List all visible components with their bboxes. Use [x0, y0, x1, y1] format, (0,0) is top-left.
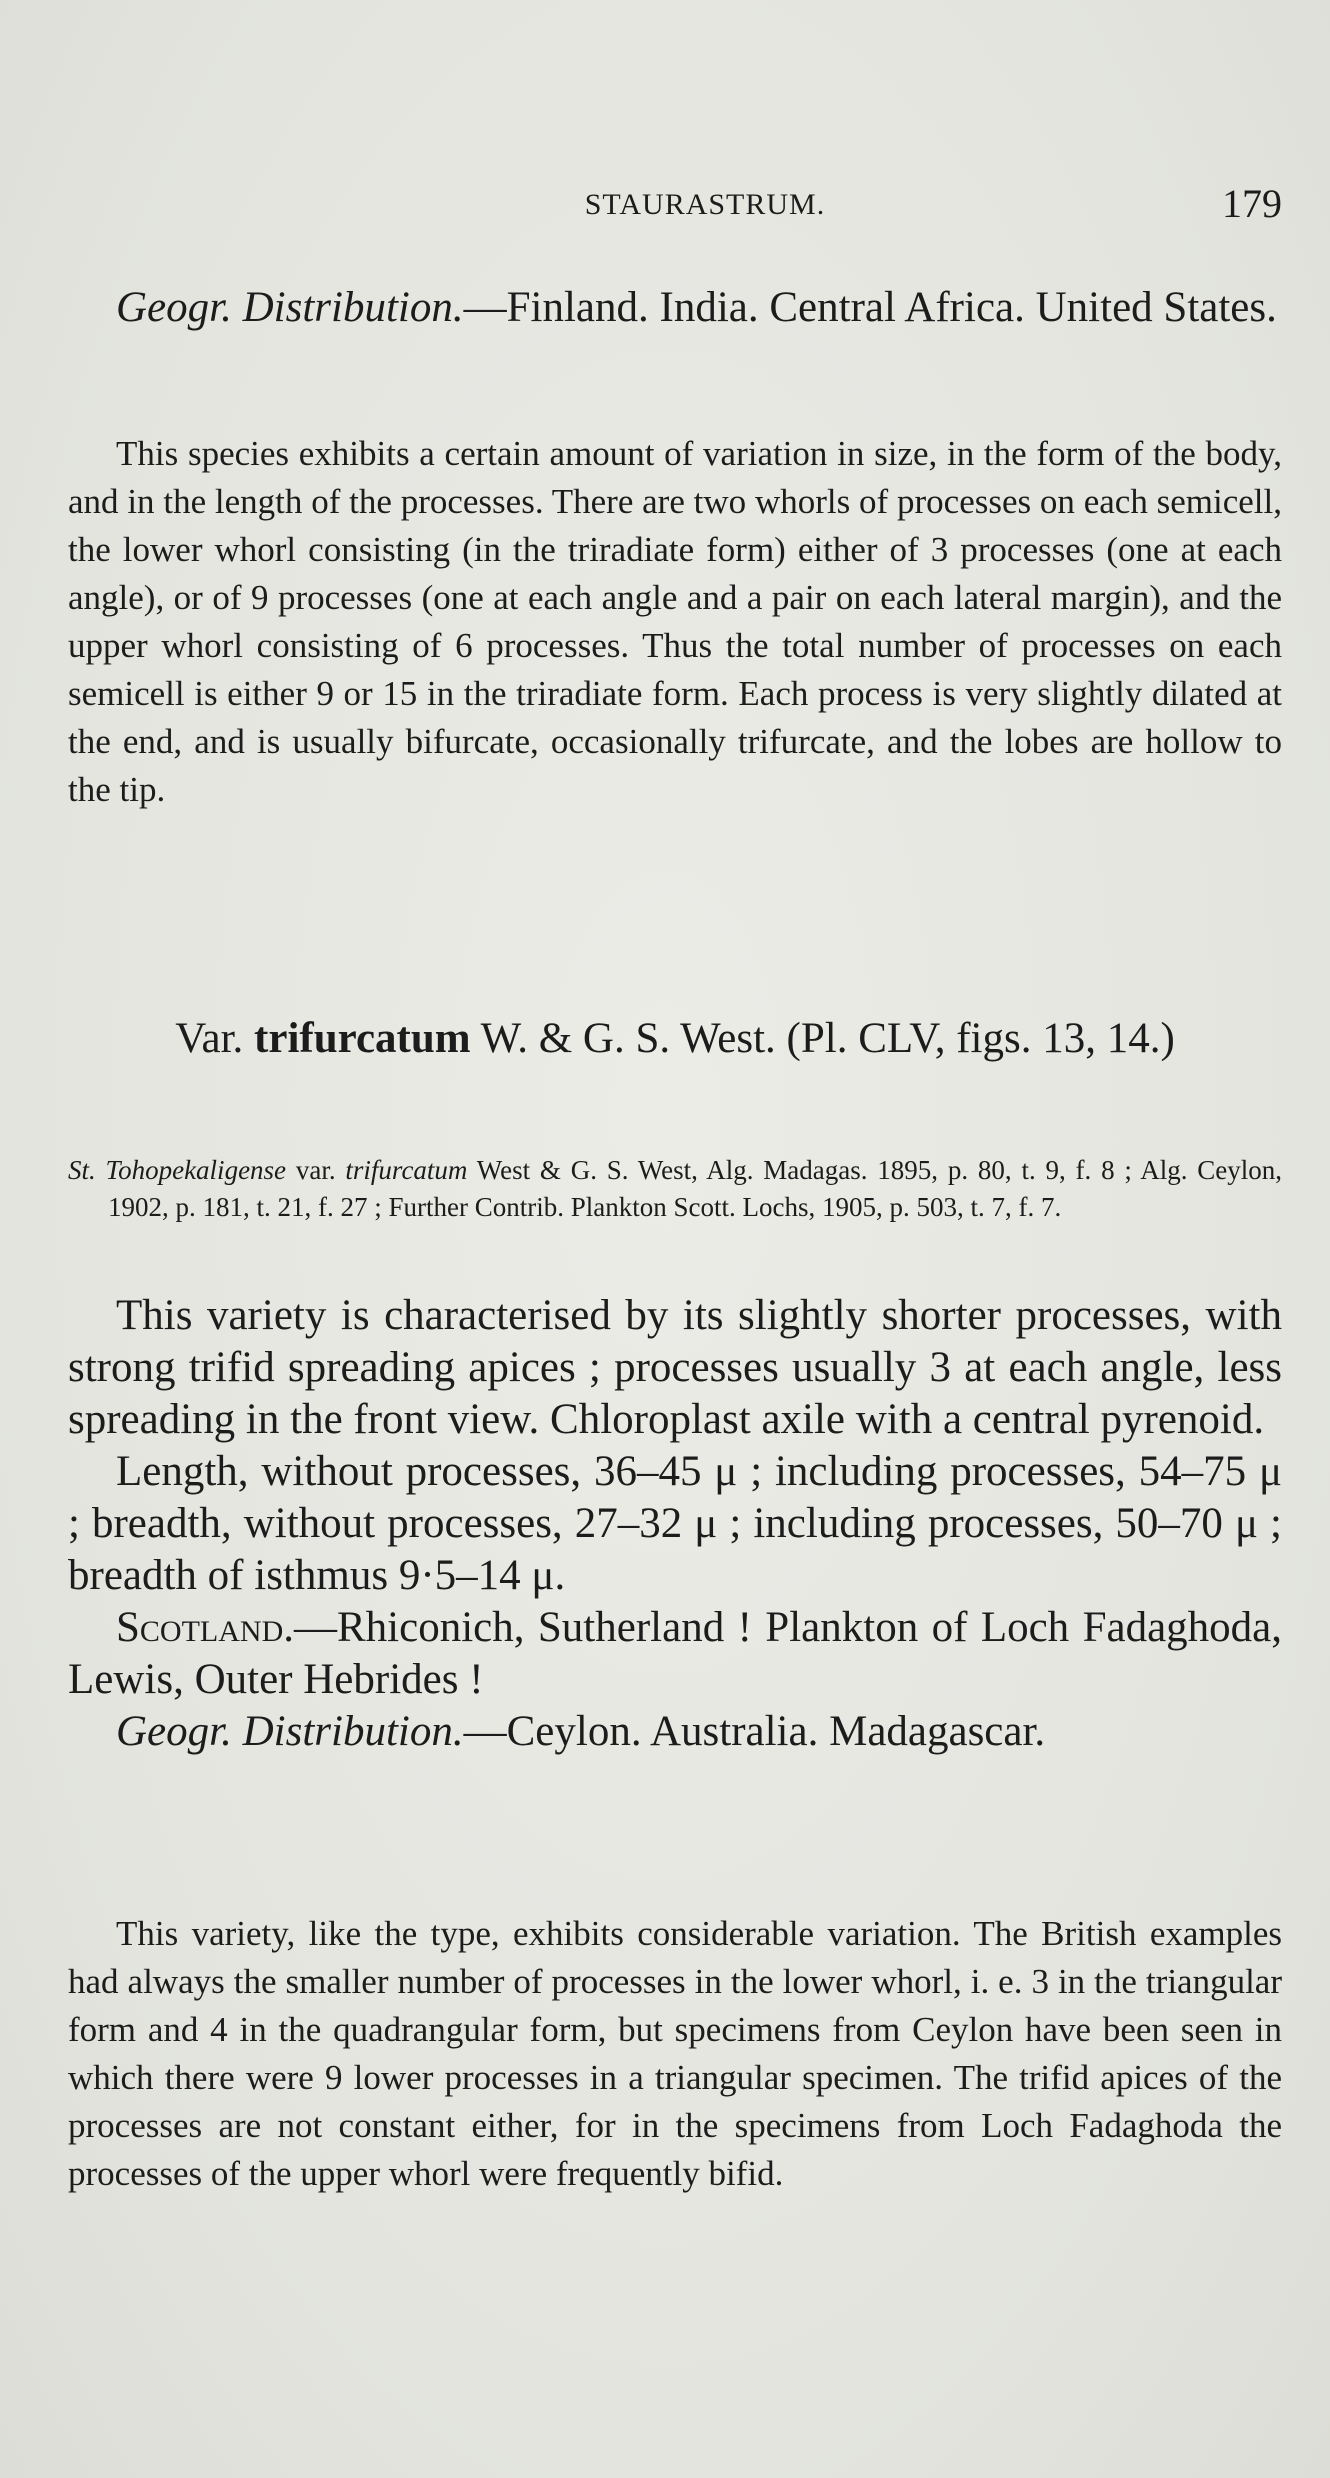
- variety-variation-section: [68, 1910, 1282, 2198]
- synonym-species: St. Tohopekaligense: [68, 1155, 287, 1185]
- variety-name: trifurcatum: [254, 1015, 471, 1062]
- variation-paragraph: This species exhibits a certain amount of variation in size, in the form of the body, and in the length of the processes. There are two whorls of processes on each semicell, the lower whorl consisting (in the triradiate form) either of 3 processes (one at each angle), or of 9 processes (one at each angle and a pair on each lateral margin), and the upper whorl consisting of 6 processes. Thus the total number of processes on each semicell is either 9 or 15 in the triradiate form. Each process is very slightly dilated at the end, and is usually bifurcate, occasionally trifurcate, and the lobes are hollow to the tip.: [68, 434, 1282, 809]
- variety-geographic-distribution: [68, 1706, 1282, 1758]
- variety-heading: [68, 1010, 1282, 1068]
- variety-variation-paragraph: This variety, like the type, exhibits considerable variation. The British examples had always the smaller number of processes in the lower whorl, i. e. 3 in the triangular form and 4 in the quadrangular form, but specimens from Ceylon have been seen in which there were 9 lower processes in a triangular specimen. The trifid apices of the processes are not constant either, for in the specimens from Loch Fadaghoda the processes of the upper whorl were frequently bifid.: [68, 1914, 1282, 2193]
- plate-reference: (Pl. CLV, figs. 13, 14.): [786, 1015, 1175, 1062]
- variety-description-section: [68, 1290, 1282, 1758]
- scotland-localities: [68, 1602, 1282, 1706]
- synonym-var-name: trifurcatum: [345, 1155, 468, 1185]
- running-head: [68, 180, 1282, 236]
- variety-authority: W. & G. S. West.: [480, 1015, 776, 1062]
- synonymy-section: [68, 1152, 1282, 1226]
- measurements: Length, without processes, 36–45 μ ; including processes, 54–75 μ ; breadth, without processes, 27–32 μ ; including processes, 50–70 μ ; breadth of isthmus 9·5–14 μ.: [68, 1448, 1282, 1599]
- synonymy-citation: [68, 1152, 1282, 1226]
- scotland-text: —Rhiconich, Sutherland ! Plankton of Loch Fadaghoda, Lewis, Outer Hebrides !: [68, 1604, 1282, 1703]
- synonym-references: West & G. S. West, Alg. Madagas. 1895, p. 80, t. 9, f. 8 ; Alg. Ceylon, 1902, p. 181, t. 21, f. 27 ; Further Contrib. Plankton Scott. Lochs, 1905, p. 503, t. 7, f. 7.: [108, 1155, 1283, 1222]
- variety-description: This variety is characterised by its slightly shorter processes, with strong trifid spreading apices ; processes usually 3 at each angle, less spreading in the front view. Chloroplast axile with a central pyrenoid.: [68, 1292, 1282, 1443]
- distribution2-label: Geogr. Distribution.: [116, 1708, 464, 1755]
- geographic-distribution: [68, 282, 1282, 334]
- variety-prefix: Var.: [175, 1015, 244, 1062]
- running-title: STAURASTRUM.: [584, 188, 826, 221]
- distribution-text: —Finland. India. Central Africa. United States.: [463, 284, 1277, 331]
- scotland-label: Scotland.: [116, 1604, 294, 1651]
- variety-heading-section: [68, 1010, 1282, 1068]
- synonym-var-word: var.: [295, 1155, 336, 1185]
- species-variation-section: [68, 430, 1282, 814]
- distribution-section: [68, 282, 1282, 334]
- distribution-label: Geogr. Distribution.: [116, 284, 464, 331]
- page-number: 179: [1222, 181, 1282, 226]
- distribution2-text: —Ceylon. Australia. Madagascar.: [463, 1708, 1046, 1755]
